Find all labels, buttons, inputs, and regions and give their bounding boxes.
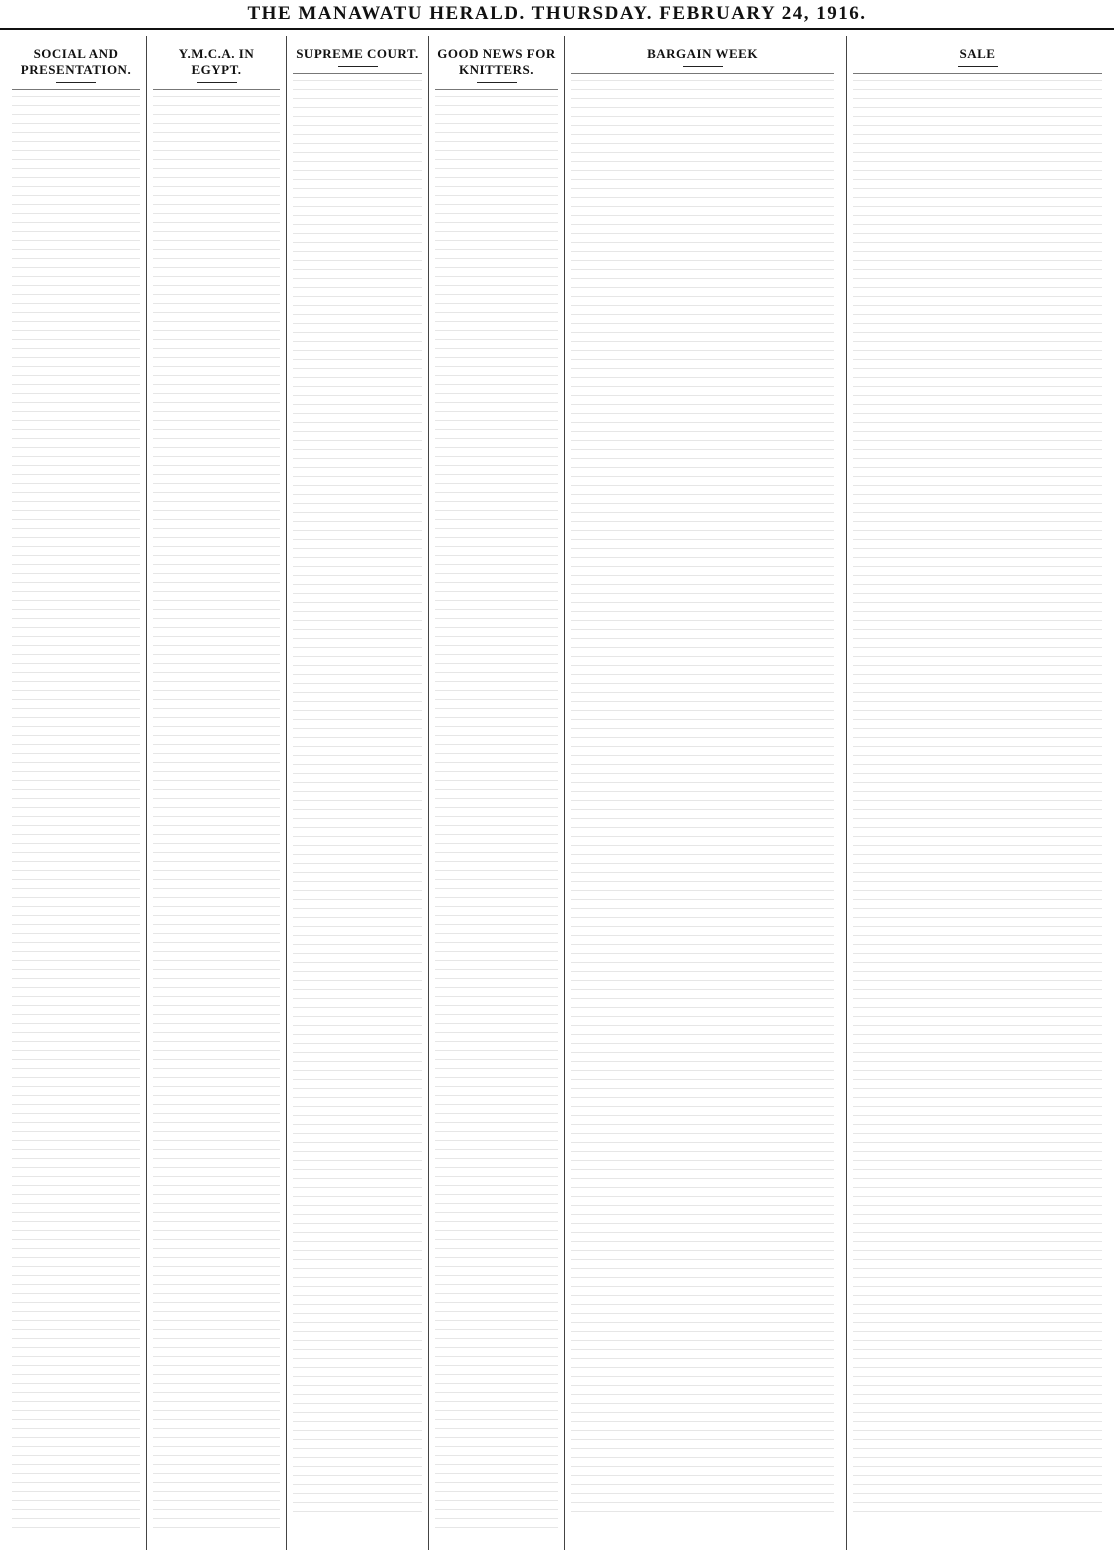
column-4 [428, 36, 564, 1550]
column-5-body-omitted [571, 80, 834, 1520]
column-1-body-omitted [12, 96, 140, 1536]
divider [12, 89, 140, 90]
column-6 [846, 36, 1108, 1550]
column-5-heading: BARGAIN WEEK [571, 40, 834, 67]
column-6-heading: SALE [853, 40, 1102, 67]
divider [293, 73, 422, 74]
column-1 [6, 36, 146, 1550]
column-2-body-omitted [153, 96, 280, 1536]
column-4-heading: GOOD NEWS FOR KNITTERS. [435, 40, 558, 83]
column-3 [286, 36, 428, 1550]
column-6-body-omitted [853, 80, 1102, 1520]
column-2-heading: Y.M.C.A. IN EGYPT. [153, 40, 280, 83]
column-2 [146, 36, 286, 1550]
column-3-body-omitted [293, 80, 422, 1520]
column-4-body-omitted [435, 96, 558, 1536]
divider [571, 73, 834, 74]
divider [435, 89, 558, 90]
divider [853, 73, 1102, 74]
divider [153, 89, 280, 90]
column-3-heading: SUPREME COURT. [293, 40, 422, 67]
column-1-heading: SOCIAL AND PRESENTATION. [12, 40, 140, 83]
column-5 [564, 36, 840, 1550]
masthead: THE MANAWATU HERALD. THURSDAY. FEBRUARY 24, 1916. [0, 0, 1114, 30]
